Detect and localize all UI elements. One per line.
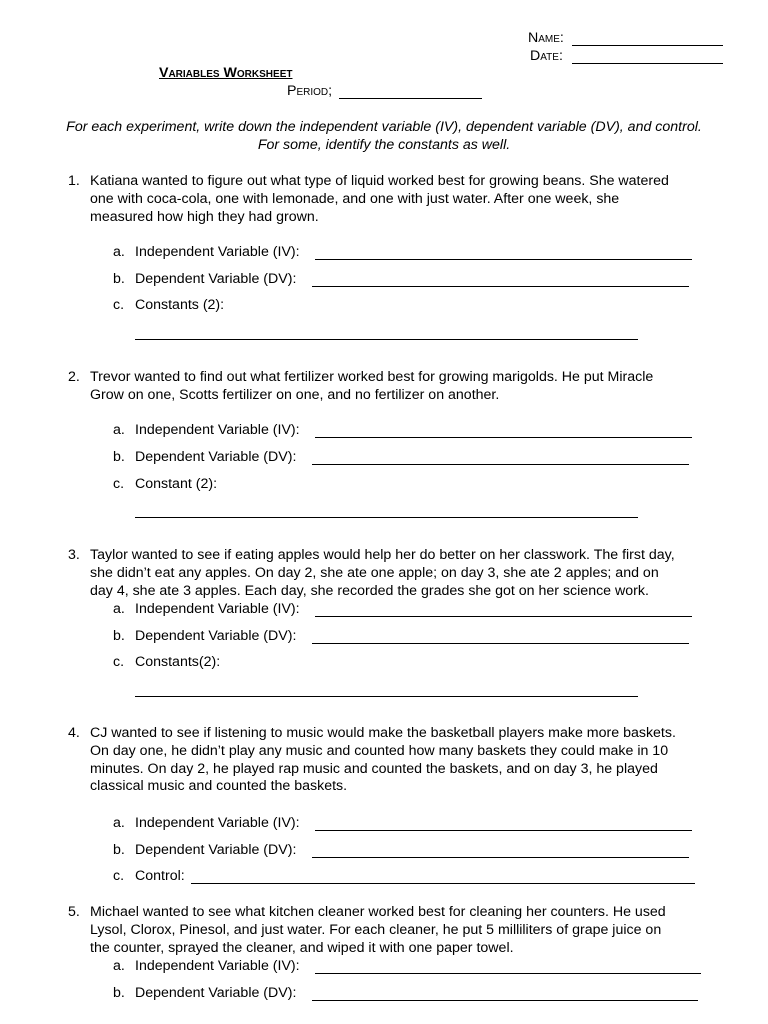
question-text-line: one with coca-cola, one with lemonade, and one with just water. After one week, she <box>90 190 620 207</box>
worksheet-title: Variables Worksheet <box>159 65 293 81</box>
item-label: Constants (2): <box>135 297 225 313</box>
item-label: Dependent Variable (DV): <box>135 842 297 858</box>
name-label: Name: <box>528 30 564 46</box>
item-letter: b. <box>113 271 125 287</box>
date-blank[interactable] <box>572 63 723 64</box>
question-text-line: CJ wanted to see if listening to music would make the basketball players make more baskets. <box>90 725 676 741</box>
q1-dv-blank[interactable] <box>312 286 689 287</box>
item-label: Independent Variable (IV): <box>135 815 300 831</box>
question-text-line: measured how high they had grown. <box>90 208 319 225</box>
item-letter: b. <box>113 628 125 644</box>
item-letter: b. <box>113 842 125 858</box>
question-number: 4. <box>68 725 80 741</box>
item-label: Dependent Variable (DV): <box>135 628 297 644</box>
q2-constants-blank[interactable] <box>135 517 638 518</box>
question-text-line: On day one, he didn’t play any music and counted how many baskets they could make in 10 <box>90 742 669 759</box>
item-letter: b. <box>113 985 125 1001</box>
question-text-line: Katiana wanted to figure out what type of liquid worked best for growing beans. She watered <box>90 173 669 189</box>
q1-iv-blank[interactable] <box>315 259 692 260</box>
question-number: 3. <box>68 547 80 563</box>
instructions-line-2: For some, identify the constants as well. <box>257 137 511 153</box>
question-text-line: Grow on one, Scotts fertilizer on one, and no fertilizer on another. <box>90 386 500 403</box>
q4-iv-blank[interactable] <box>315 830 692 831</box>
q2-dv-blank[interactable] <box>312 464 689 465</box>
question-text-line: she didn’t eat any apples. On day 2, she ate one apple; on day 3, she ate 2 apples; and on <box>90 564 659 581</box>
item-label: Dependent Variable (DV): <box>135 985 297 1001</box>
question-number: 2. <box>68 369 80 385</box>
q3-constants-blank[interactable] <box>135 696 638 697</box>
item-label: Independent Variable (IV): <box>135 958 300 974</box>
item-letter: a. <box>113 815 125 831</box>
question-text-line: Taylor wanted to see if eating apples would help her do better on her classwork. The first day, <box>90 547 675 563</box>
question-text-line: Trevor wanted to find out what fertilizer worked best for growing marigolds. He put Miracle <box>90 369 654 385</box>
item-letter: a. <box>113 601 125 617</box>
item-letter: a. <box>113 958 125 974</box>
q4-dv-blank[interactable] <box>312 857 689 858</box>
item-letter: c. <box>113 654 125 670</box>
question-number: 5. <box>68 904 80 920</box>
item-label: Constants(2): <box>135 654 221 670</box>
question-text-line: minutes. On day 2, he played rap music and counted the baskets, and on day 3, he played <box>90 760 658 777</box>
question-number: 1. <box>68 173 80 189</box>
item-letter: a. <box>113 422 125 438</box>
item-label: Independent Variable (IV): <box>135 601 300 617</box>
date-label: Date: <box>530 48 563 64</box>
item-label: Control: <box>135 868 185 884</box>
q2-iv-blank[interactable] <box>315 437 692 438</box>
q5-iv-blank[interactable] <box>315 973 701 974</box>
question-text-line: Michael wanted to see what kitchen cleaner worked best for cleaning her counters. He used <box>90 904 666 920</box>
item-label: Dependent Variable (DV): <box>135 271 297 287</box>
q5-dv-blank[interactable] <box>312 1000 698 1001</box>
item-letter: b. <box>113 449 125 465</box>
item-label: Constant (2): <box>135 476 218 492</box>
question-text-line: the counter, sprayed the cleaner, and wiped it with one paper towel. <box>90 939 514 956</box>
q4-control-blank[interactable] <box>191 883 695 884</box>
q3-iv-blank[interactable] <box>315 616 692 617</box>
item-letter: c. <box>113 868 125 884</box>
instructions-line-1: For each experiment, write down the independent variable (IV), dependent variable (DV), and control. <box>66 119 702 135</box>
item-letter: c. <box>113 297 125 313</box>
period-label: Period; <box>287 83 333 99</box>
name-blank[interactable] <box>572 45 723 46</box>
question-text-line: classical music and counted the baskets. <box>90 778 348 795</box>
item-letter: a. <box>113 244 125 260</box>
period-blank[interactable] <box>339 98 482 99</box>
item-label: Dependent Variable (DV): <box>135 449 297 465</box>
q3-dv-blank[interactable] <box>312 643 689 644</box>
item-letter: c. <box>113 476 125 492</box>
item-label: Independent Variable (IV): <box>135 244 300 260</box>
question-text-line: Lysol, Clorox, Pinesol, and just water. For each cleaner, he put 5 milliliters of grape juice on <box>90 921 662 938</box>
item-label: Independent Variable (IV): <box>135 422 300 438</box>
q1-constants-blank[interactable] <box>135 339 638 340</box>
question-text-line: day 4, she ate 3 apples. Each day, she recorded the grades she got on her science work. <box>90 582 649 599</box>
